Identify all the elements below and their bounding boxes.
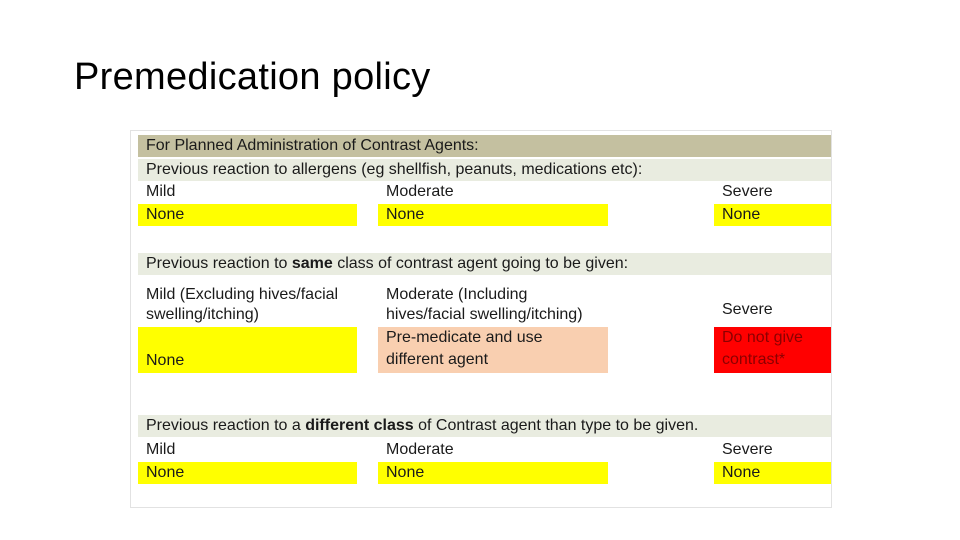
section2-mild-label: Mild (Excluding hives/facial swelling/itching) <box>146 286 339 323</box>
premedication-policy-table <box>130 130 832 508</box>
section2-moderate-value: Pre-medicate and use different agent <box>378 327 608 373</box>
table-header: For Planned Administration of Contrast Agents: <box>138 135 831 157</box>
section3-title: Previous reaction to a different class of Contrast agent than type to be given. <box>138 415 831 437</box>
section3-mild-label: Mild <box>146 441 176 458</box>
section2-severe-label: Severe <box>722 301 773 318</box>
section3-moderate-label: Moderate <box>386 441 454 458</box>
section1-moderate-value: None <box>378 204 608 226</box>
section1-title: Previous reaction to allergens (eg shellfish, peanuts, medications etc): <box>138 159 831 181</box>
section2-mild-value: None <box>138 327 357 373</box>
section1-mild-label: Mild <box>146 183 176 200</box>
slide-title: Premedication policy <box>74 56 431 98</box>
section1-mild-value: None <box>138 204 357 226</box>
section1-severe-label: Severe <box>722 183 773 200</box>
section1-moderate-label: Moderate <box>386 183 454 200</box>
section3-severe-label: Severe <box>722 441 773 458</box>
section1-severe-value: None <box>714 204 831 226</box>
section2-moderate-label: Moderate (Including hives/facial swelling/itching) <box>386 286 583 323</box>
section3-severe-value: None <box>714 462 831 484</box>
section3-mild-value: None <box>138 462 357 484</box>
section3-moderate-value: None <box>378 462 608 484</box>
section2-severe-value: Do not give contrast* <box>714 327 831 373</box>
section2-title: Previous reaction to same class of contrast agent going to be given: <box>138 253 831 275</box>
